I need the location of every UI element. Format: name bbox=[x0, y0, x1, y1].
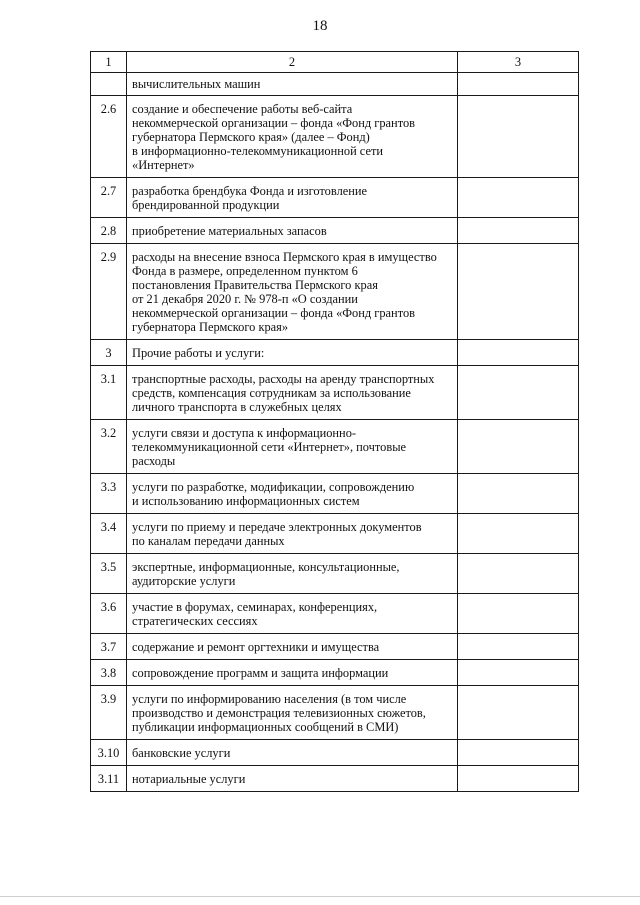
row-description: услуги по приему и передаче электронных документов по каналам передачи данных bbox=[127, 514, 458, 554]
row-value bbox=[458, 178, 579, 218]
table-row bbox=[91, 420, 579, 474]
row-description: услуги по информированию населения (в том числе производство и демонстрация телевизионных сюжетов, публикации информационных сообщений в СМИ) bbox=[127, 686, 458, 740]
row-value bbox=[458, 340, 579, 366]
row-value bbox=[458, 660, 579, 686]
row-number: 2.8 bbox=[91, 218, 127, 244]
row-description: экспертные, информационные, консультационные, аудиторские услуги bbox=[127, 554, 458, 594]
table-row bbox=[91, 634, 579, 660]
row-description: приобретение материальных запасов bbox=[127, 218, 458, 244]
header-col-number: 1 bbox=[91, 52, 127, 73]
row-description: нотариальные услуги bbox=[127, 766, 458, 792]
row-value bbox=[458, 366, 579, 420]
row-description: услуги по разработке, модификации, сопровождению и использованию информационных систем bbox=[127, 474, 458, 514]
table-row bbox=[91, 474, 579, 514]
row-number: 3.1 bbox=[91, 366, 127, 420]
row-description: участие в форумах, семинарах, конференциях, стратегических сессиях bbox=[127, 594, 458, 634]
row-number: 3.2 bbox=[91, 420, 127, 474]
header-col-description: 2 bbox=[127, 52, 458, 73]
row-number: 3.10 bbox=[91, 740, 127, 766]
row-number: 3.9 bbox=[91, 686, 127, 740]
row-number: 3.11 bbox=[91, 766, 127, 792]
page-number: 18 bbox=[312, 18, 328, 34]
row-value bbox=[458, 218, 579, 244]
row-number: 3.4 bbox=[91, 514, 127, 554]
table-row bbox=[91, 766, 579, 792]
row-value bbox=[458, 73, 579, 96]
table-row bbox=[91, 740, 579, 766]
row-number: 3.8 bbox=[91, 660, 127, 686]
table-row bbox=[91, 73, 579, 96]
row-number: 3.6 bbox=[91, 594, 127, 634]
row-number bbox=[91, 73, 127, 96]
table-row bbox=[91, 96, 579, 178]
row-description: транспортные расходы, расходы на аренду транспортных средств, компенсация сотрудникам за использование личного транспорта в служебных целях bbox=[127, 366, 458, 420]
table-row bbox=[91, 366, 579, 420]
row-description: сопровождение программ и защита информации bbox=[127, 660, 458, 686]
expense-table bbox=[90, 51, 579, 792]
row-value bbox=[458, 514, 579, 554]
table-row bbox=[91, 660, 579, 686]
table-row bbox=[91, 218, 579, 244]
row-value bbox=[458, 474, 579, 514]
table-header-row bbox=[91, 52, 579, 73]
table-row bbox=[91, 178, 579, 218]
row-value bbox=[458, 686, 579, 740]
row-value bbox=[458, 766, 579, 792]
table-row bbox=[91, 340, 579, 366]
row-value bbox=[458, 594, 579, 634]
table-row bbox=[91, 244, 579, 340]
row-description: Прочие работы и услуги: bbox=[127, 340, 458, 366]
row-value bbox=[458, 634, 579, 660]
row-description: услуги связи и доступа к информационно- телекоммуникационной сети «Интернет», почтовые расходы bbox=[127, 420, 458, 474]
row-value bbox=[458, 420, 579, 474]
row-number: 3 bbox=[91, 340, 127, 366]
row-value bbox=[458, 244, 579, 340]
page-bottom-edge bbox=[0, 896, 640, 897]
row-number: 2.6 bbox=[91, 96, 127, 178]
table-row bbox=[91, 686, 579, 740]
row-number: 2.9 bbox=[91, 244, 127, 340]
row-description: расходы на внесение взноса Пермского края в имущество Фонда в размере, определенном пунктом 6 постановления Правительства Пермского края от 21 декабря 2020 г. № 978-п «О создании некоммерческой организации – фонда «Фонд грантов губернатора Пермского края» bbox=[127, 244, 458, 340]
row-number: 3.7 bbox=[91, 634, 127, 660]
table-row bbox=[91, 554, 579, 594]
row-description: разработка брендбука Фонда и изготовление брендированной продукции bbox=[127, 178, 458, 218]
row-value bbox=[458, 554, 579, 594]
row-value bbox=[458, 740, 579, 766]
header-col-value: 3 bbox=[458, 52, 579, 73]
row-value bbox=[458, 96, 579, 178]
row-number: 2.7 bbox=[91, 178, 127, 218]
table-row bbox=[91, 514, 579, 554]
row-description: банковские услуги bbox=[127, 740, 458, 766]
row-description: вычислительных машин bbox=[127, 73, 458, 96]
row-number: 3.3 bbox=[91, 474, 127, 514]
row-description: содержание и ремонт оргтехники и имущества bbox=[127, 634, 458, 660]
row-description: создание и обеспечение работы веб-сайта некоммерческой организации – фонда «Фонд грантов губернатора Пермского края» (далее – Фонд) в информационно-телекоммуникационной сети «Интернет» bbox=[127, 96, 458, 178]
table-row bbox=[91, 594, 579, 634]
row-number: 3.5 bbox=[91, 554, 127, 594]
